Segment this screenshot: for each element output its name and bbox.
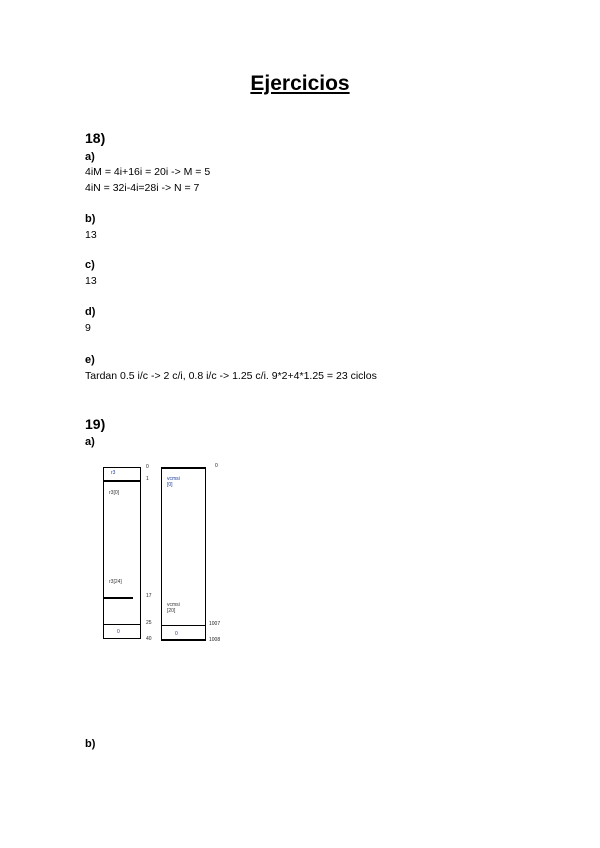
- memory-layout-diagram: [95, 458, 240, 648]
- ex18-d-value: 9: [85, 322, 91, 334]
- left-label-1: r3[0]: [109, 490, 120, 496]
- ex18-b-label: b): [85, 213, 96, 225]
- right-tick-0: 0: [215, 463, 218, 469]
- exercise-19-heading: 19): [85, 416, 106, 432]
- left-label-2: r3[24]: [109, 579, 122, 585]
- left-divider-bottom: [103, 624, 141, 625]
- ex19-b-label: b): [85, 738, 96, 750]
- ex18-e-value: Tardan 0.5 i/c -> 2 c/i, 0.8 i/c -> 1.25 c/i. 9*2+4*1.25 = 23 ciclos: [85, 370, 377, 382]
- ex18-a-line-1: 4iM = 4i+16i = 20i -> M = 5: [85, 166, 211, 178]
- left-tick-1: 1: [146, 476, 149, 482]
- right-tick-1: 1007: [209, 621, 221, 627]
- ex18-e-label: e): [85, 354, 95, 366]
- left-bottom-label: 0: [117, 629, 120, 635]
- left-divider-top: [103, 480, 141, 482]
- left-divider-mid: [103, 597, 133, 599]
- right-memory-column: [161, 467, 206, 641]
- ex18-a-line-2: 4iN = 32i-4i=28i -> N = 7: [85, 182, 200, 194]
- ex18-a-label: a): [85, 151, 95, 163]
- left-tick-2: 17: [146, 593, 152, 599]
- exercise-18-heading: 18): [85, 130, 106, 146]
- ex18-b-value: 13: [85, 229, 97, 241]
- ex18-d-label: d): [85, 306, 96, 318]
- left-tick-4: 40: [146, 636, 152, 642]
- right-label-2: vcmsi [20]: [167, 602, 180, 614]
- right-label-1: vcmsi [0]: [167, 476, 180, 488]
- ex18-c-label: c): [85, 259, 95, 271]
- right-divider-bottom: [161, 625, 206, 626]
- ex19-a-label: a): [85, 436, 95, 448]
- left-top-label: r3: [111, 470, 116, 476]
- left-tick-0: 0: [146, 464, 149, 470]
- ex18-c-value: 13: [85, 275, 97, 287]
- right-bottom-label: 0: [175, 631, 178, 637]
- page-title: Ejercicios: [250, 72, 350, 95]
- right-tick-2: 1008: [209, 637, 221, 643]
- left-tick-3: 25: [146, 620, 152, 626]
